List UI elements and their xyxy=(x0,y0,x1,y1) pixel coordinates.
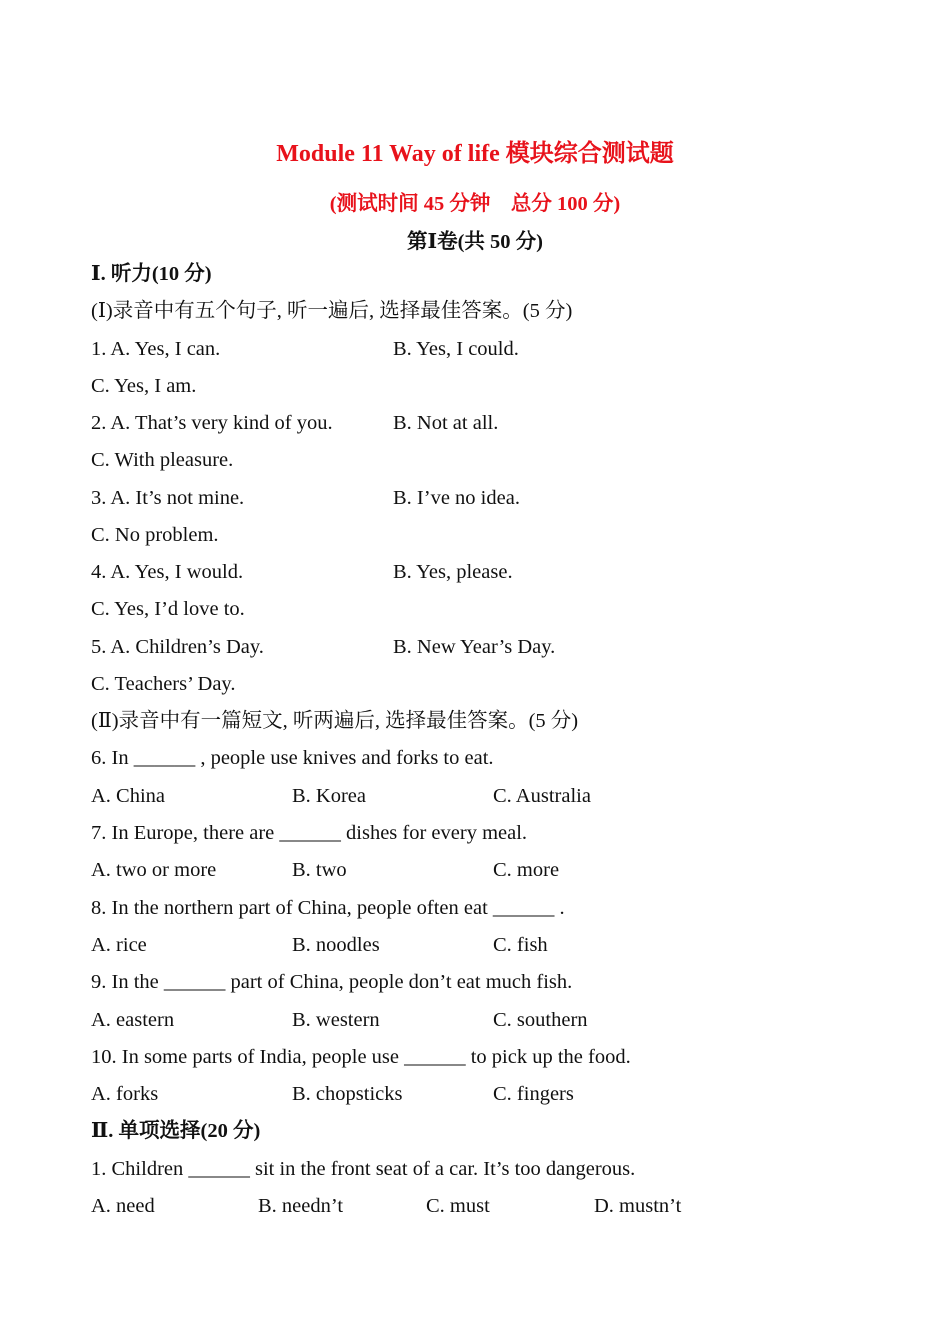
option-b: B. two xyxy=(292,859,347,881)
option-c: C. Australia xyxy=(493,785,591,807)
section-heading-single-choice: Ⅱ. 单项选择(20 分) xyxy=(91,1120,261,1142)
option-a: 3. A. It’s not mine. xyxy=(91,487,245,509)
option-b: B. Korea xyxy=(292,785,367,807)
option-b: B. western xyxy=(292,1009,380,1031)
option-c: C. more xyxy=(493,859,560,881)
option-b: B. Yes, please. xyxy=(393,561,513,583)
option-c: C. fingers xyxy=(493,1083,574,1105)
option-c: C. southern xyxy=(493,1009,588,1031)
option-c: C. Yes, I am. xyxy=(91,375,197,397)
paper-label: 第Ⅰ卷(共 50 分) xyxy=(407,231,543,253)
option-a: 4. A. Yes, I would. xyxy=(91,561,244,583)
option-a: A. need xyxy=(91,1195,155,1217)
part2-instruction: (Ⅱ)录音中有一篇短文, 听两遍后, 选择最佳答案。(5 分) xyxy=(91,710,579,732)
option-b: B. New Year’s Day. xyxy=(393,636,556,658)
option-a: 1. A. Yes, I can. xyxy=(91,338,221,360)
option-a: A. eastern xyxy=(91,1009,175,1031)
option-c: C. No problem. xyxy=(91,524,219,546)
option-a: A. China xyxy=(91,785,166,807)
option-a: 2. A. That’s very kind of you. xyxy=(91,412,333,434)
question-stem: 10. In some parts of India, people use ______ to pick up the food. xyxy=(91,1046,631,1068)
part1-instruction: (Ⅰ)录音中有五个句子, 听一遍后, 选择最佳答案。(5 分) xyxy=(91,300,573,322)
option-c: C. fish xyxy=(493,934,548,956)
option-b: B. noodles xyxy=(292,934,380,956)
option-b: B. Yes, I could. xyxy=(393,338,519,360)
option-b: B. Not at all. xyxy=(393,412,499,434)
question-stem: 7. In Europe, there are ______ dishes for every meal. xyxy=(91,822,528,844)
option-a: A. forks xyxy=(91,1083,159,1105)
option-c: C. Teachers’ Day. xyxy=(91,673,236,695)
question-stem: 9. In the ______ part of China, people don’t eat much fish. xyxy=(91,971,573,993)
page-title: Module 11 Way of life 模块综合测试题 xyxy=(276,141,674,167)
option-b: B. chopsticks xyxy=(292,1083,403,1105)
option-a: A. rice xyxy=(91,934,147,956)
option-b: B. needn’t xyxy=(258,1195,344,1217)
option-c: C. must xyxy=(426,1195,490,1217)
question-stem: 1. Children ______ sit in the front seat of a car. It’s too dangerous. xyxy=(91,1158,636,1180)
option-d: D. mustn’t xyxy=(594,1195,682,1217)
question-stem: 6. In ______ , people use knives and forks to eat. xyxy=(91,747,494,769)
option-a: 5. A. Children’s Day. xyxy=(91,636,264,658)
question-stem: 8. In the northern part of China, people often eat ______ . xyxy=(91,897,565,919)
option-c: C. Yes, I’d love to. xyxy=(91,598,245,620)
section-heading-listening: Ⅰ. 听力(10 分) xyxy=(91,263,212,285)
option-a: A. two or more xyxy=(91,859,217,881)
page-subtitle: (测试时间 45 分钟 总分 100 分) xyxy=(329,193,621,215)
option-c: C. With pleasure. xyxy=(91,449,234,471)
option-b: B. I’ve no idea. xyxy=(393,487,520,509)
